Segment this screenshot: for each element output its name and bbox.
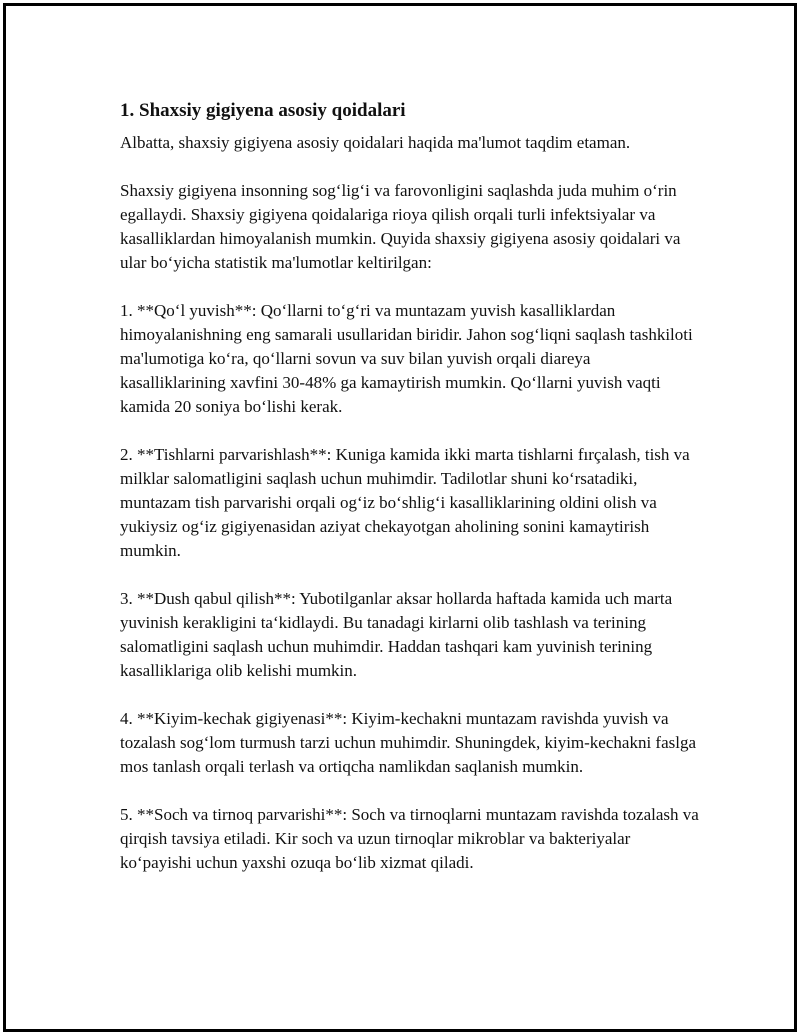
- rule-showering: 3. **Dush qabul qilish**: Yubotilganlar aksar hollarda haftada kamida uch marta yuvinish kerakligini ta‘kidlaydi. Bu tanadagi kirlarni olib tashlash va terining salomatligini saqlash uchun muhimdir. Haddan tashqari kam yuvinish terining kasalliklariga olib kelishi mumkin.: [120, 589, 673, 680]
- overview-paragraph: Shaxsiy gigiyena insonning sog‘lig‘i va farovonligini saqlashda juda muhim o‘rin egallaydi. Shaxsiy gigiyena qoidalariga rioya qilish orqali turli infektsiyalar va kasalliklardan himoyalanish mumkin. Quyida shaxsiy gigiyena asosiy qoidalari va ular bo‘yicha statistik ma'lumotlar keltirilgan:: [120, 181, 681, 272]
- rule-hair-nail-care: 5. **Soch va tirnoq parvarishi**: Soch va tirnoqlarni muntazam ravishda tozalash va qirqish tavsiya etiladi. Kir soch va uzun tirnoqlar mikroblar va bakteriyalar ko‘payishi uchun yaxshi ozuqa bo‘lib xizmat qiladi.: [120, 805, 699, 872]
- page-frame: [3, 3, 797, 1032]
- rule-hand-washing: 1. **Qo‘l yuvish**: Qo‘llarni to‘g‘ri va muntazam yuvish kasalliklardan himoyalanishning eng samarali usullaridan biridir. Jahon sog‘liqni saqlash tashkiloti ma'lumotiga ko‘ra, qo‘llarni sovun va suv bilan yuvish orqali diareya kasalliklarining xavfini 30-48% ga kamaytirish mumkin. Qo‘llarni yuvish vaqti kamida 20 soniya bo‘lishi kerak.: [120, 301, 693, 416]
- document-title: 1. Shaxsiy gigiyena asosiy qoidalari: [120, 100, 406, 121]
- intro-paragraph: Albatta, shaxsiy gigiyena asosiy qoidalari haqida ma'lumot taqdim etaman.: [120, 133, 631, 152]
- document-body: [120, 99, 700, 875]
- rule-teeth-care: 2. **Tishlarni parvarishlash**: Kuniga kamida ikki marta tishlarni fırçalash, tish va milklar salomatligini saqlash uchun muhimdir. Tadilotlar shuni ko‘rsatadiki, muntazam tish parvarishi orqali og‘iz bo‘shlig‘i kasalliklarining oldini olish va yukiysiz og‘iz gigiyenasidan aziyat chekayotgan aholining sonini kamaytirish mumkin.: [120, 445, 690, 560]
- rule-clothing-hygiene: 4. **Kiyim-kechak gigiyenasi**: Kiyim-kechakni muntazam ravishda yuvish va tozalash sog‘lom turmush tarzi uchun muhimdir. Shuningdek, kiyim-kechakni faslga mos tanlash orqali terlash va ortiqcha namlikdan saqlanish mumkin.: [120, 709, 697, 776]
